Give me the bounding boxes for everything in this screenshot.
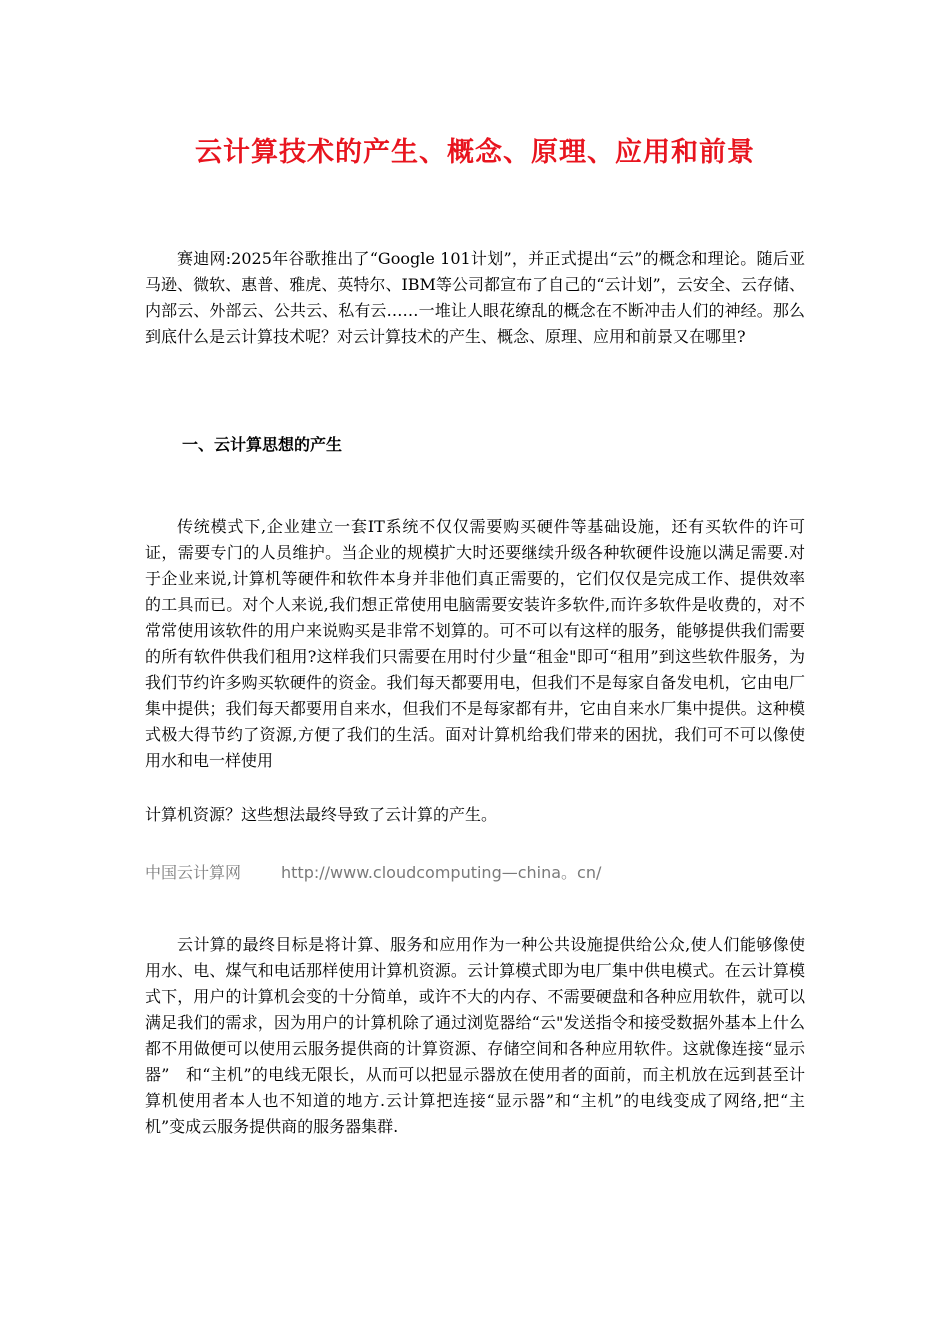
section2-paragraph: 云计算的最终目标是将计算、服务和应用作为一种公共设施提供给公众,使人们能够像使用水、电、煤气和电话那样使用计算机资源。云计算模式即为电厂集中供电模式。在云计算模式下，用户的计算机会变的十分简单，或许不大的内存、不需要硬盘和各种应用软件，就可以满足我们的需求，因为用户的计算机除了通过浏览器给“云"发送指令和接受数据外基本上什么都不用做便可以使用云服务提供商的计算资源、存储空间和各种应用软件。这就像连接“显示器” 和“主机”的电线无限长，从而可以把显示器放在使用者的面前，而主机放在远到甚至计算机使用者本人也不知道的地方.云计算把连接“显示器”和“主机”的电线变成了网络,把“主机”变成云服务提供商的服务器集群. <box>145 935 805 1136</box>
section-heading: 一、云计算思想的产生 <box>182 435 343 454</box>
section1-paragraph: 传统模式下,企业建立一套IT系统不仅仅需要购买硬件等基础设施，还有买软件的许可证，需要专门的人员维护。当企业的规模扩大时还要继续升级各种软硬件设施以满足需要.对于企业来说,计算机等硬件和软件本身并非他们真正需要的，它们仅仅是完成工作、提供效率的工具而已。对个人来说,我们想正常使用电脑需要安装许多软件,而许多软件是收费的，对不常常使用该软件的用户来说购买是非常不划算的。可不可以有这样的服务，能够提供我们需要的所有软件供我们租用?这样我们只需要在用时付少量“租金"即可“租用”到这些软件服务，为我们节约许多购买软硬件的资金。我们每天都要用电，但我们不是每家自备发电机，它由电厂集中提供；我们每天都要用自来水，但我们不是每家都有井，它由自来水厂集中提供。这种模式极大得节约了资源,方便了我们的生活。面对计算机给我们带来的困扰，我们可不可以像使用水和电一样使用 <box>145 517 805 770</box>
document-title: 云计算技术的产生、概念、原理、应用和前景 <box>195 137 755 168</box>
section1-tail-line: 计算机资源？这些想法最终导致了云计算的产生。 <box>145 805 498 824</box>
source-name: 中国云计算网 <box>145 863 242 882</box>
source-url: http://www.cloudcomputing—china。cn/ <box>281 863 602 882</box>
intro-paragraph: 赛迪网:2025年谷歌推出了“Google 101计划”，并正式提出“云”的概念和理论。随后亚马逊、微软、惠普、雅虎、英特尔、IBM等公司都宣布了自己的“云计划”，云安全、云存储、内部云、外部云、公共云、私有云……一堆让人眼花缭乱的概念在不断冲击人们的神经。那么到底什么是云计算技术呢？对云计算技术的产生、概念、原理、应用和前景又在哪里? <box>145 249 805 346</box>
source-line <box>145 860 601 883</box>
